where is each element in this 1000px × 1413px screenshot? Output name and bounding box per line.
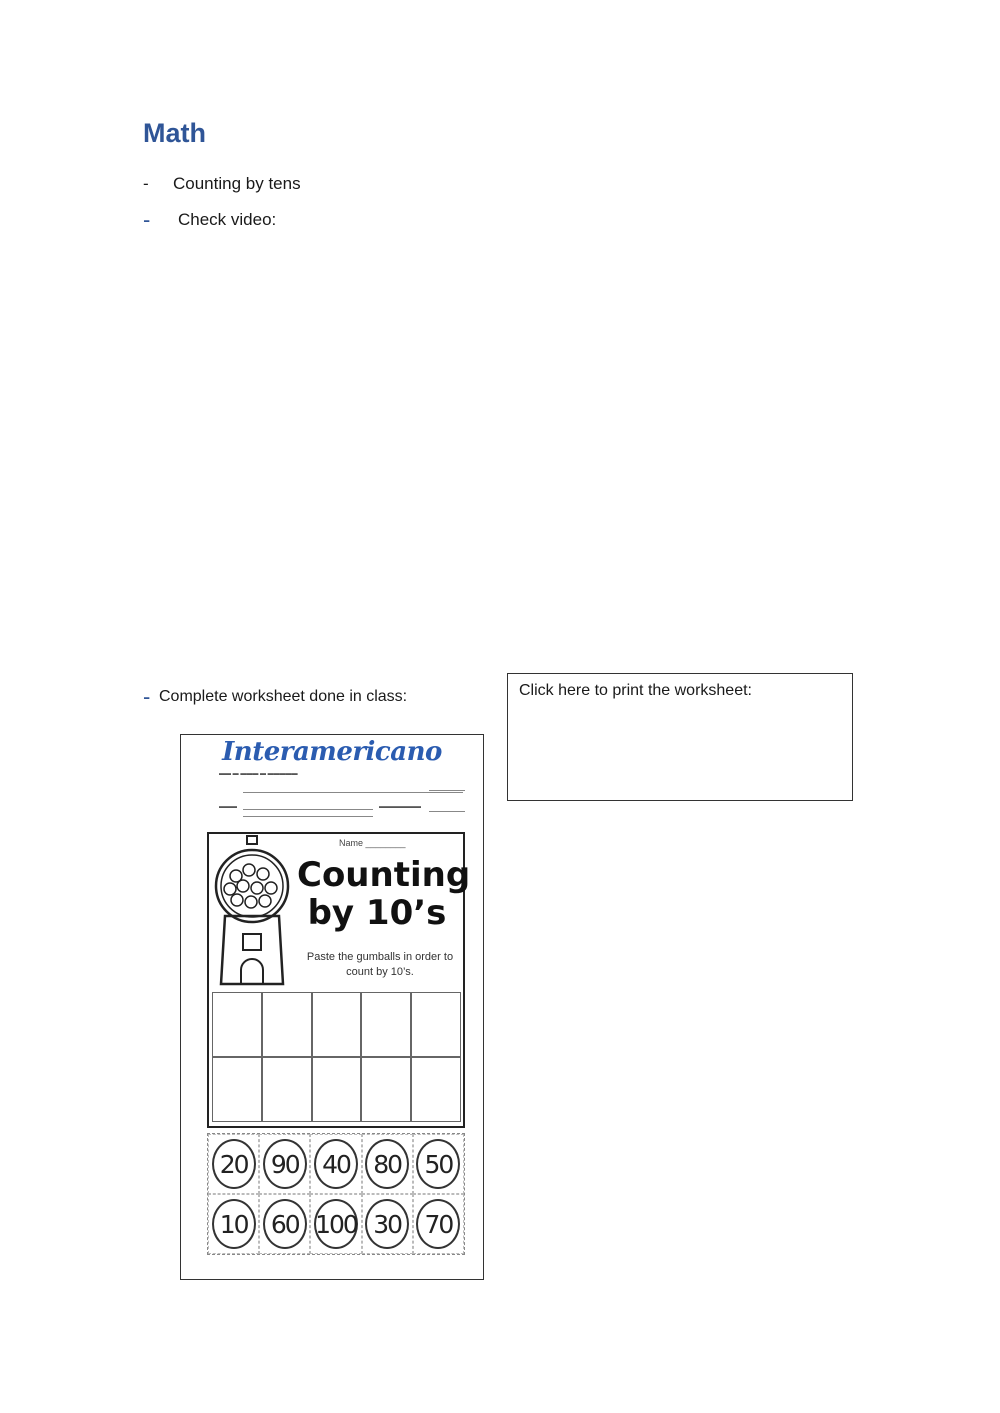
bullet-text: Counting by tens	[173, 174, 301, 193]
gumball-number: 80	[365, 1139, 409, 1189]
bullet-complete-worksheet	[143, 684, 407, 710]
gumball-number: 60	[263, 1199, 307, 1249]
gumball-cell	[208, 1134, 259, 1194]
worksheet-label-small: ▬▬▬▬▬▬▬	[379, 804, 421, 810]
bullet-dash: -	[143, 174, 149, 193]
gumball-cell	[208, 1194, 259, 1254]
gumball-cell	[362, 1134, 413, 1194]
worksheet-date-label: ▬▬▬	[219, 804, 237, 810]
gumball-number: 20	[212, 1139, 256, 1189]
answer-grid-cell	[312, 1057, 362, 1122]
gumball-machine-icon	[213, 834, 293, 990]
answer-grid-cell	[212, 992, 262, 1057]
gumball-cell	[310, 1194, 361, 1254]
gumball-number: 70	[416, 1199, 460, 1249]
worksheet-image	[180, 734, 484, 1280]
gumball-cell	[259, 1194, 310, 1254]
gumball-cell	[413, 1134, 464, 1194]
worksheet-header-line	[243, 792, 463, 793]
worksheet-date-line	[243, 809, 373, 810]
bullet-dash: -	[143, 207, 151, 232]
gumball-cell	[310, 1134, 361, 1194]
worksheet-date-line	[243, 816, 373, 817]
worksheet-brand-logo: Interamericano	[222, 737, 442, 767]
worksheet-card	[207, 832, 471, 1128]
print-worksheet-link[interactable]	[507, 673, 853, 801]
worksheet-header-line	[429, 811, 465, 812]
gumball-number: 100	[314, 1199, 358, 1249]
worksheet-title	[297, 855, 471, 933]
answer-grid	[212, 992, 461, 1122]
answer-grid-cell	[262, 1057, 312, 1122]
gumball-cell	[259, 1134, 310, 1194]
worksheet-name-label: Name ________	[339, 838, 406, 848]
gumball-cutouts	[207, 1133, 465, 1255]
bullet-counting-by-tens	[143, 174, 301, 194]
answer-grid-cell	[262, 992, 312, 1057]
gumball-number: 30	[365, 1199, 409, 1249]
gumball-number: 50	[416, 1139, 460, 1189]
answer-grid-cell	[361, 1057, 411, 1122]
worksheet-header-line	[429, 790, 465, 791]
worksheet-header-small-print: ▬▬ ▬ ▬▬▬ ▬ ▬▬▬▬▬	[219, 771, 298, 777]
print-worksheet-label: Click here to print the worksheet:	[519, 682, 752, 699]
page-title: Math	[143, 118, 206, 148]
gumball-number: 90	[263, 1139, 307, 1189]
answer-grid-cell	[411, 992, 461, 1057]
answer-grid-cell	[312, 992, 362, 1057]
gumball-number: 40	[314, 1139, 358, 1189]
worksheet-instructions: Paste the gumballs in order to count by 10’s.	[306, 951, 454, 978]
bullet-text: Check video:	[178, 210, 277, 229]
answer-grid-cell	[212, 1057, 262, 1122]
answer-grid-cell	[411, 1057, 461, 1122]
answer-grid-cell	[361, 992, 411, 1057]
bullet-check-video	[143, 207, 276, 233]
gumball-cell	[413, 1194, 464, 1254]
bullet-dash: -	[143, 684, 151, 709]
worksheet-title-line-1: Counting	[297, 855, 471, 895]
gumball-number: 10	[212, 1199, 256, 1249]
worksheet-title-line-2: by 10’s	[307, 893, 447, 933]
gumball-cell	[362, 1194, 413, 1254]
bullet-text: Complete worksheet done in class:	[159, 688, 408, 705]
